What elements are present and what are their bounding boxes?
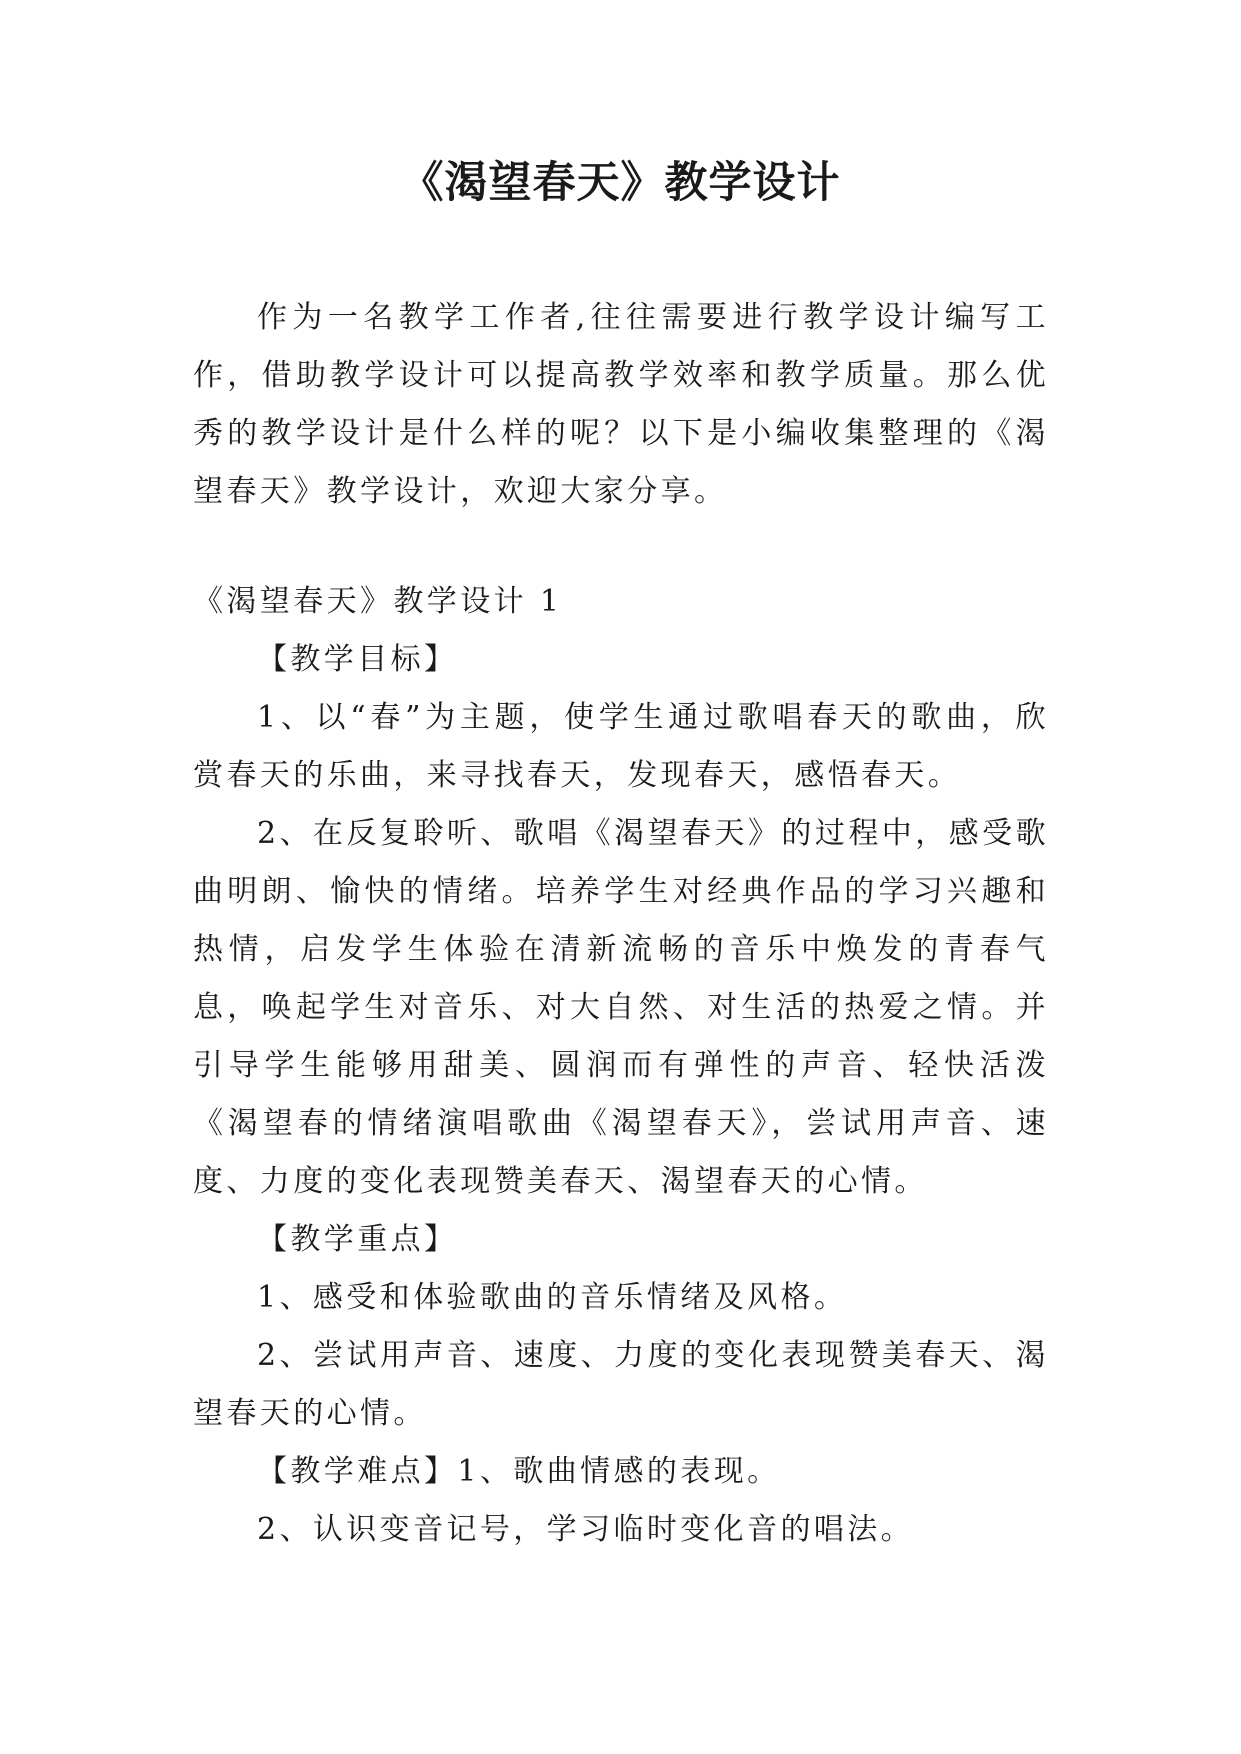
goal-paragraph-2: 2、在反复聆听、歌唱《渴望春天》的过程中，感受歌曲明朗、愉快的情绪。培养学生对经典作品的学习兴趣和热情，启发学生体验在清新流畅的音乐中焕发的青春气息，唤起学生对音乐、对大自然、对生活的热爱之情。并引导学生能够用甜美、圆润而有弹性的声音、轻快活泼《渴望春的情绪演唱歌曲《渴望春天》，尝试用声音、速度、力度的变化表现赞美春天、渴望春天的心情。 xyxy=(193,816,1049,1199)
key-point-1: 1、感受和体验歌曲的音乐情绪及风格。 xyxy=(257,1280,848,1315)
key-points-label: 【教学重点】 xyxy=(257,1222,458,1257)
key-point-2: 2、尝试用声音、速度、力度的变化表现赞美春天、渴望春天的心情。 xyxy=(193,1338,1049,1431)
goal-paragraph-1: 1、以“春”为主题，使学生通过歌唱春天的歌曲，欣赏春天的乐曲，来寻找春天，发现春天，感悟春天。 xyxy=(193,700,1049,793)
section-heading: 《渴望春天》教学设计 1 xyxy=(193,584,563,619)
goals-label: 【教学目标】 xyxy=(257,642,458,677)
difficulty-point-2: 2、认识变音记号，学习临时变化音的唱法。 xyxy=(257,1512,915,1547)
main-content xyxy=(193,573,1049,1559)
difficulty-line xyxy=(193,1443,1049,1501)
intro-paragraph: 作为一名教学工作者,往往需要进行教学设计编写工作，借助教学设计可以提高教学效率和教学质量。那么优秀的教学设计是什么样的呢？以下是小编收集整理的《渴望春天》教学设计，欢迎大家分享。 xyxy=(193,300,1049,509)
document-title: 《渴望春天》教学设计 xyxy=(400,158,841,208)
intro-section xyxy=(193,289,1049,521)
difficulty-point-1: 1、歌曲情感的表现。 xyxy=(457,1454,781,1489)
difficulty-label: 【教学难点】 xyxy=(257,1454,458,1489)
